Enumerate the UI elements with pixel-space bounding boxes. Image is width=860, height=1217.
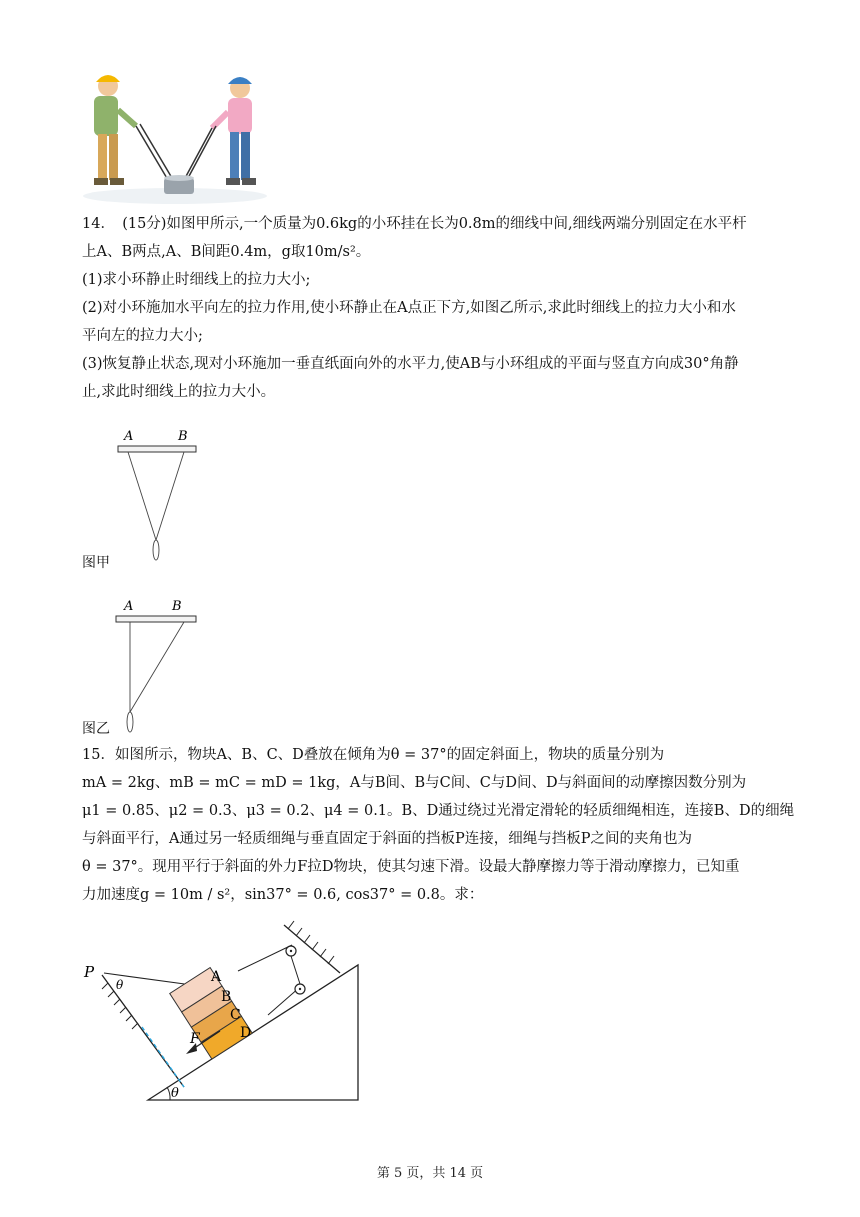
q14-line2: 上A、B两点,A、B间距0.4m，g取10m/s²。 (82, 244, 371, 260)
svg-text:A: A (124, 599, 134, 614)
block-a-label: A (211, 969, 222, 985)
svg-text:B: B (172, 599, 182, 614)
label-b: B (178, 429, 188, 444)
block-d-label: D (240, 1025, 252, 1041)
q15-line1: 15．如图所示，物块A、B、C、D叠放在倾角为θ = 37°的固定斜面上，物块的质量分别为 (82, 747, 665, 763)
theta-label-top: θ (116, 978, 124, 992)
q15-line2: mA = 2kg、mB = mC = mD = 1kg，A与B间、B与C间、C与D间、D与斜面间的动摩擦因数分别为 (82, 775, 747, 791)
label-a: A (124, 429, 134, 444)
q14-line1: 14． (15分)如图甲所示,一个质量为0.6kg的小环挂在长为0.8m的细线中间,细线两端分别固定在水平杆 (82, 216, 747, 232)
q14-part2-a: (2)对小环施加水平向左的拉力作用,使小环静止在A点正下方,如图乙所示,求此时细线上的拉力大小和水 (82, 300, 736, 316)
block-b-label: B (221, 989, 232, 1005)
q14-part3-b: 止,求此时细线上的拉力大小。 (82, 384, 276, 400)
q15-line5: θ = 37°。现用平行于斜面的外力F拉D物块，使其匀速下滑。设最大静摩擦力等于滑动摩擦力，已知重 (82, 859, 740, 875)
p-label: P (84, 963, 95, 981)
q14-part3-a: (3)恢复静止状态,现对小环施加一垂直纸面向外的水平力,使AB与小环组成的平面与竖直方向成30°角静 (82, 356, 739, 372)
pulling-illustration (80, 68, 270, 204)
q14-part2-b: 平向左的拉力大小; (82, 328, 203, 344)
figure-jia (112, 418, 202, 568)
page-footer: 第 5 页，共 14 页 (376, 1166, 484, 1181)
block-c-label: C (230, 1007, 241, 1023)
figure-yi-caption: 图乙 (82, 721, 110, 737)
q15-line6: 力加速度g = 10m / s²，sin37° = 0.6, cos37° = 0.8。求： (82, 887, 484, 903)
q15-line3: μ1 = 0.85、μ2 = 0.3、μ3 = 0.2、μ4 = 0.1。B、D通过绕过光滑定滑轮的轻质细绳相连，连接B、D的细绳 (82, 803, 795, 819)
figure-yi (112, 590, 202, 740)
q15-line4: 与斜面平行，A通过另一轻质细绳与垂直固定于斜面的挡板P连接，细绳与挡板P之间的夹角也为 (82, 831, 692, 847)
f-label: F (190, 1031, 200, 1047)
incline-diagram (78, 915, 368, 1105)
theta-label-bottom: θ (171, 1086, 179, 1101)
q14-part1: (1)求小环静止时细线上的拉力大小; (82, 272, 311, 288)
figure-jia-caption: 图甲 (82, 555, 110, 571)
